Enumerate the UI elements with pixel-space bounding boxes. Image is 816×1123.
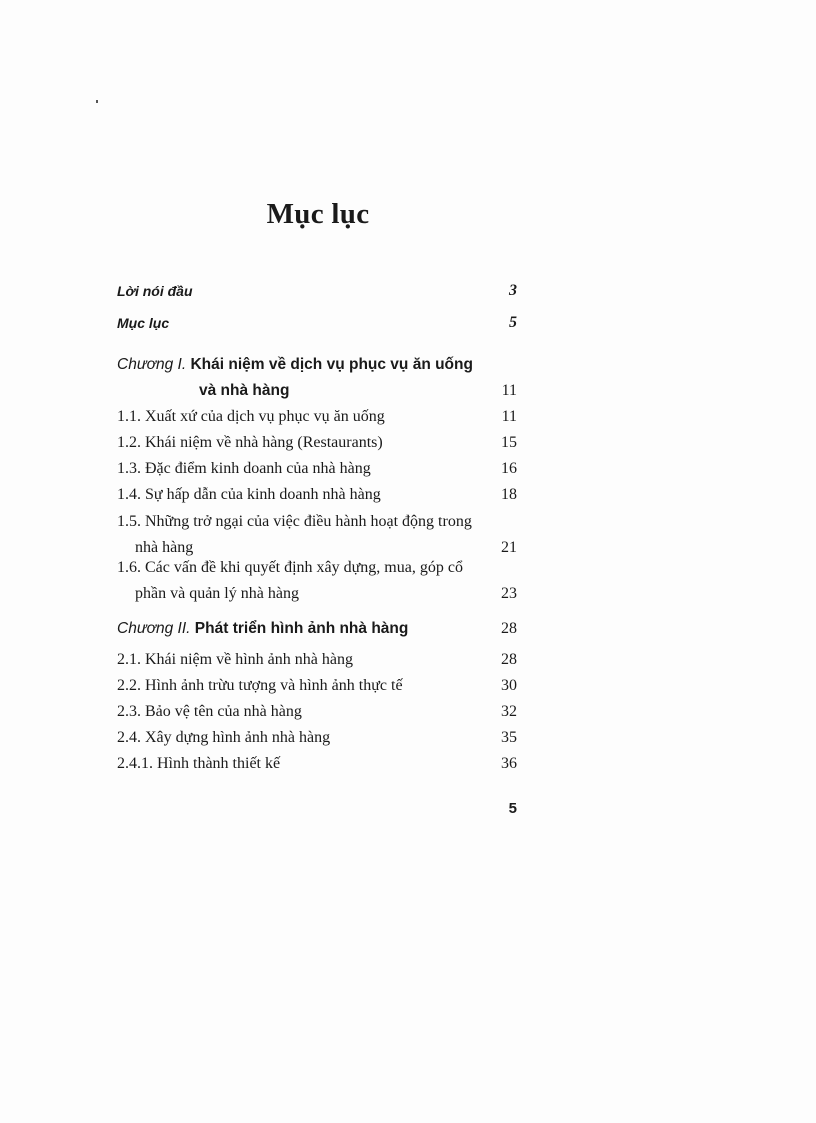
toc-section-label: 2.4.1. Hình thành thiết kế: [117, 755, 281, 772]
toc-section-1-6[interactable]: [117, 555, 517, 607]
toc-entry-page: 3: [509, 282, 517, 299]
toc-section-2-2[interactable]: [117, 673, 517, 699]
toc-chapter-label: [117, 352, 517, 404]
toc-section-2-3[interactable]: [117, 699, 517, 725]
toc-section-page: 23: [501, 585, 517, 602]
toc-section-label: 1.3. Đặc điểm kinh doanh của nhà hàng: [117, 460, 371, 477]
toc-chapter-page: 28: [501, 620, 517, 637]
toc-section-page: 35: [501, 729, 517, 746]
chapter-title: Khái niệm về dịch vụ phục vụ ăn uống và nhà hàng: [190, 356, 473, 399]
toc-chapter-2[interactable]: [117, 616, 517, 642]
toc-section-page: 15: [501, 434, 517, 451]
toc-section-label: 2.4. Xây dựng hình ảnh nhà hàng: [117, 729, 331, 746]
toc-section-page: 36: [501, 755, 517, 772]
scan-speck: [96, 100, 98, 103]
toc-section-label: 1.2. Khái niệm về nhà hàng (Restaurants): [117, 434, 383, 451]
toc-section-label: 1.4. Sự hấp dẫn của kinh doanh nhà hàng: [117, 486, 381, 503]
toc-section-page: 30: [501, 677, 517, 694]
toc-section-1-5[interactable]: [117, 509, 517, 561]
page-number: 5: [508, 800, 517, 817]
toc-section-label: 2.2. Hình ảnh trừu tượng và hình ảnh thực tế: [117, 677, 403, 694]
toc-section-label: 2.1. Khái niệm về hình ảnh nhà hàng: [117, 651, 353, 668]
toc-section-page: 18: [501, 486, 517, 503]
toc-section-1-3[interactable]: [117, 456, 517, 482]
toc-section-page: 16: [501, 460, 517, 477]
page-title: Mục lục: [266, 198, 370, 230]
toc-section-page: 32: [501, 703, 517, 720]
chapter-prefix: Chương II.: [117, 620, 191, 637]
toc-section-label: 2.3. Bảo vệ tên của nhà hàng: [117, 703, 302, 720]
toc-section-page: 28: [501, 651, 517, 668]
toc-chapter-label: [117, 616, 517, 642]
toc-entry-contents[interactable]: [117, 310, 517, 336]
chapter-prefix: Chương I.: [117, 356, 187, 373]
toc-section-2-4[interactable]: [117, 725, 517, 751]
toc-section-1-4[interactable]: [117, 482, 517, 508]
toc-section-label: 1.5. Những trở ngại của việc điều hành hoạt động trong nhà hàng: [117, 513, 472, 556]
toc-section-page: 21: [501, 539, 517, 556]
toc-section-2-1[interactable]: [117, 647, 517, 673]
toc-entry-preface[interactable]: [117, 278, 517, 304]
toc-section-1-1[interactable]: [117, 404, 517, 430]
toc-section-label: 1.1. Xuất xứ của dịch vụ phục vụ ăn uống: [117, 408, 385, 425]
toc-section-2-4-1[interactable]: [117, 751, 517, 777]
toc-entry-label: Mục lục: [117, 315, 170, 331]
toc-section-label: 1.6. Các vấn đề khi quyết định xây dựng, mua, góp cổ phần và quản lý nhà hàng: [117, 559, 463, 602]
toc-chapter-1[interactable]: [117, 352, 517, 404]
toc-chapter-page: 11: [501, 382, 517, 399]
toc-entry-page: 5: [509, 314, 517, 331]
toc-entry-label: Lời nói đầu: [117, 283, 193, 299]
toc-section-1-2[interactable]: [117, 430, 517, 456]
toc-section-page: 11: [501, 408, 517, 425]
chapter-title: Phát triển hình ảnh nhà hàng: [194, 620, 409, 637]
